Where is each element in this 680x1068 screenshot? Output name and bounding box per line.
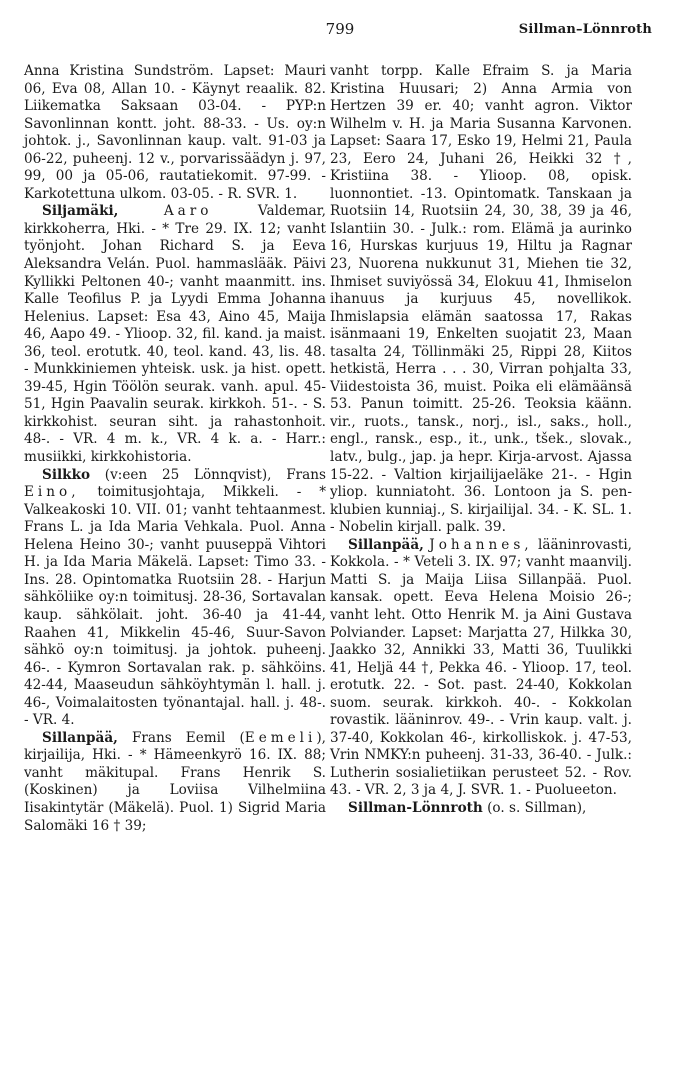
entry-prefix: (v:een 25 Lönnqvist), Frans	[90, 466, 326, 483]
entry-name: Sillman-Lönnroth	[348, 799, 483, 816]
entry-text: toimitusjohtaja, Mikkeli. - * Valkeakoski 10. VII. 01; vanht tehtaanmest. Frans L. ja Ida Maria Vehkala. Puol. Anna Helena Heino 30-; vanht puuseppä Vihtori H. ja Ida Maria Mäkelä. Lapset: Timo 33. - Ins. 28. Opintomatka Ruotsiin 28. - Harjun sähköliike oy:n toimitusj. 28-36, Sortavalan kaup. sähkölait. joht. 36-40 ja 41-44, Raahen 41, Mikkelin 45-46, Suur-Savon sähkö oy:n toimitusj. ja johtok. puheenj. 46-. - Kymron Sortavalan rak. p. sähköins. 42-44, Maaseudun sähköyhtymän l. hall. j. 46-, Voimalaitosten työnantajal. hall. j. 48-. - VR. 4.	[24, 484, 326, 729]
entry-sillanpaa-johannes	[330, 537, 632, 800]
page-header	[22, 20, 658, 44]
entry-text: lääninrovasti, Kokkola. - * Veteli 3. IX. 97; vanht maanvilj. Matti S. ja Maija Liisa Sillanpää. Puol. kansak. opett. Eeva Helena Moisio 26-; vanht leht. Otto Henrik M. ja Aini Gustava Polviander. Lapset: Marjatta 27, Hilkka 30, Jaakko 32, Annikki 33, Matti 36, Tuulikki 41, Heljä 44 †, Pekka 46. - Ylioop. 17, teol. erotutk. 22. - Sot. past. 24-40, Kokkolan suom. seurak. kirkkoh. 40-. - Kokkolan rovastik. lääninrov. 49-. - Vrin kaup. valt. j. 37-40, Kokkolan 46-, kirkolliskok. j. 47-53, Vrin NMKY:n puheenj. 31-33, 36-40. - Julk.: Lutherin sosialietiikan perusteet 52. - Rov. 43. - VR. 2, 3 ja 4, J. SVR. 1. - Puolueeton.	[330, 536, 633, 799]
page-number: 799	[325, 20, 355, 38]
entry-text: ), kirjailija, Hki. - * Hämeenkyrö 16. IX. 88; vanht mäkitupal. Frans Henrik S. (Koskinen) ja Loviisa Vilhelmiina Iisakintytär (Mäkelä). Puol. 1) Sigrid Maria Salomäki 16 † 39;	[24, 729, 326, 834]
left-column	[24, 63, 326, 835]
entry-prefix: Frans Eemil (	[117, 729, 245, 746]
entry-silkko	[24, 467, 326, 730]
entry-name: Sillanpää,	[348, 536, 424, 553]
entry-text: Valdemar, kirkkoherra, Hki. - * Tre 29. IX. 12; vanht työnjoht. Johan Richard S. ja Eeva Aleksandra Velán. Puol. hammaslääk. Päivi Kyllikki Peltonen 40-; vanht maanmitt. ins. Kalle Teofilus P. ja Lyydi Emma Johanna Helenius. Lapset: Esa 43, Aino 45, Maija 46, Aapo 49. - Ylioop. 32, fil. kand. ja maist. 36, teol. erotutk. 40, teol. kand. 43, lis. 48. - Munkkiniemen yhteisk. usk. ja hist. opett. 39-45, Hgin Töölön seurak. vanh. apul. 45-51, Hgin Paavalin seurak. kirkkoh. 51-. - S. kirkkohist. seuran siht. ja rahastonhoit. 48-. - VR. 4 m. k., VR. 4 k. a. - Harr.: musiikki, kirkkohistoria.	[24, 203, 326, 466]
entry-sillman-lonnroth	[330, 800, 632, 818]
entry-text: (o. s. Sillman),	[482, 799, 587, 816]
entry-name: Silkko	[42, 466, 91, 483]
right-column	[330, 63, 632, 818]
entry-continuation	[24, 63, 326, 203]
running-head: Sillman–Lönnroth	[518, 22, 652, 37]
entry-given-name: Johannes,	[429, 536, 533, 553]
entry-given-name: Eino,	[24, 484, 80, 501]
entry-sillanpaa-frans	[24, 730, 326, 835]
entry-name: Siljamäki,	[42, 203, 119, 220]
entry-given-name: Eemeli	[244, 729, 317, 746]
entry-given-name: Aaro	[163, 203, 213, 220]
entry-siljamaki	[24, 203, 326, 466]
entry-name: Sillanpää,	[42, 729, 118, 746]
entry-text: Anna Kristina Sundström. Lapset: Mauri 06, Eva 08, Allan 10. - Käynyt reaalik. 82. Liikematka Saksaan 03-04. - PYP:n Savonlinnan kontt. joht. 88-33. - Us. oy:n johtok. j., Savonlinnan kaup. valt. 91-03 ja 06-22, puheenj. 12 v., porvarissäädyn j. 97, 99, 00 ja 05-06, rautatiekomit. 97-99. - Karkotettuna ulkom. 03-05. - R. SVR. 1.	[24, 63, 326, 202]
entry-continuation	[330, 63, 632, 537]
entry-text: vanht torpp. Kalle Efraim S. ja Maria Kristina Huusari; 2) Anna Armia von Hertzen 39 er. 40; vanht agron. Viktor Wilhelm v. H. ja Maria Susanna Karvonen. Lapset: Saara 17, Esko 19, Helmi 21, Paula 23, Eero 24, Juhani 26, Heikki 32 †, Kristiina 38. - Ylioop. 08, opisk. luonnontiet. -13. Opintomatk. Tanskaan ja Ruotsiin 14, Ruotsiin 24, 30, 38, 39 ja 46, Islantiin 30. - Julk.: rom. Elämä ja aurinko 16, Hurskas kurjuus 19, Hiltu ja Ragnar 23, Nuorena nukkunut 31, Miehen tie 32, Ihmiset suviyössä 34, Elokuu 41, Ihmiselon ihanuus ja kurjuus 45, novellikok. Ihmislapsia elämän saatossa 17, Rakas isänmaani 19, Enkelten suojatit 23, Maan tasalta 24, Töllinmäki 25, Rippi 28, Kiitos hetkistä, Herra . . . 30, Virran pohjalta 33, Viidestoista 36, muist. Poika eli elämäänsä 53. Panun toimitt. 25-26. Teoksia käänn. vir., ruots., tansk., norj., isl., saks., holl., engl., ransk., esp., it., unk., tšek., slovak., latv., bulg., jap. ja hepr. Kirja-arvost. Ajassa 15-22. - Valtion kirjailijaeläke 21-. - Hgin yliop. kunniatoht. 36. Lontoon ja S. pen-klubien kunniaj., S. kirjailijal. 34. - K. SL. 1. - Nobelin kirjall. palk. 39.	[330, 63, 632, 536]
